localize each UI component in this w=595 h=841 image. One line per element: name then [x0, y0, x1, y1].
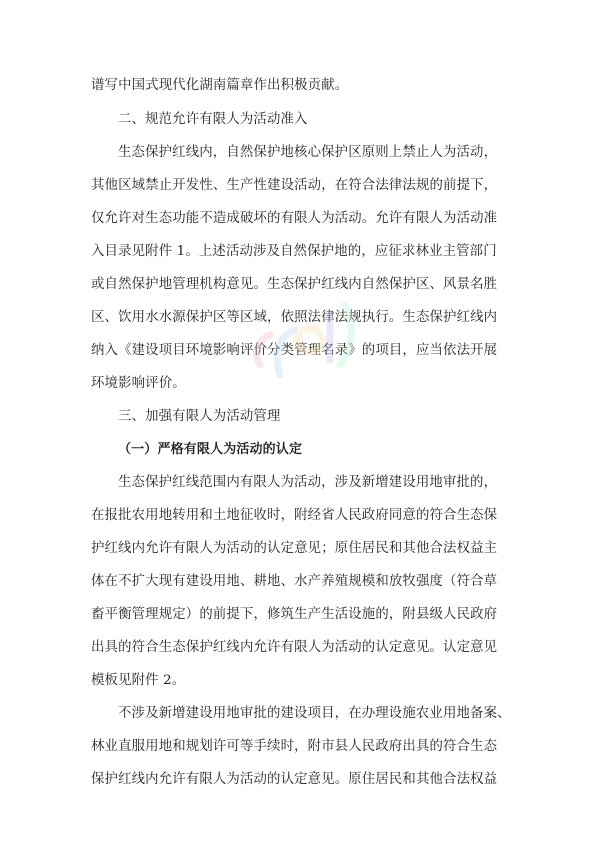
text-line: 林业直服用地和规划许可等手续时，附市县人民政府出具的符合生态 — [91, 739, 498, 754]
text-line: 保护红线内允许有限人为活动的认定意见。原住居民和其他合法权益 — [91, 772, 498, 787]
text-line: 纳入《建设项目环境影响评价分类管理名录》的项目，应当依法开展 — [91, 343, 498, 358]
text-line: 不涉及新增建设用地审批的建设项目，在办理设施农业用地备案、 — [118, 706, 511, 721]
text-line: 区、饮用水水源保护区等区域，依照法律法规执行。生态保护红线内 — [91, 310, 498, 325]
text-line: 入目录见附件 1。上述活动涉及自然保护地的，应征求林业主管部门 — [91, 244, 497, 259]
section-heading: 二、规范允许有限人为活动准入 — [118, 112, 308, 127]
text-line: 出具的符合生态保护红线内允许有限人为活动的认定意见。认定意见 — [91, 640, 498, 655]
text-line: 谱写中国式现代化湖南篇章作出积极贡献。 — [91, 78, 349, 93]
text-line: 畜平衡管理规定）的前提下，修筑生产生活设施的，附县级人民政府 — [91, 607, 498, 622]
text-line: 生态保护红线内，自然保护地核心保护区原则上禁止人为活动， — [118, 145, 498, 160]
text-line: 生态保护红线范围内有限人为活动，涉及新增建设用地审批的， — [118, 475, 498, 490]
text-line: 体在不扩大现有建设用地、耕地、水产养殖规模和放牧强度（符合草 — [91, 574, 498, 589]
text-line: 护红线内允许有限人为活动的认定意见；原住居民和其他合法权益主 — [91, 541, 498, 556]
text-line: 其他区域禁止开发性、生产性建设活动，在符合法律法规的前提下， — [91, 178, 498, 193]
text-line: 环境影响评价。 — [91, 376, 186, 391]
subsection-heading: （一）严格有限人为活动的认定 — [118, 442, 303, 457]
text-line: 仅允许对生态功能不造成破坏的有限人为活动。允许有限人为活动准 — [91, 211, 498, 226]
section-heading: 三、加强有限人为活动管理 — [118, 409, 281, 424]
text-line: 或自然保护地管理机构意见。生态保护红线内自然保护区、风景名胜 — [91, 277, 498, 292]
text-line: 模板见附件 2。 — [91, 673, 186, 688]
watermark-logo — [240, 285, 370, 395]
text-line: 在报批农用地转用和土地征收时，附经省人民政府同意的符合生态保 — [91, 508, 498, 523]
